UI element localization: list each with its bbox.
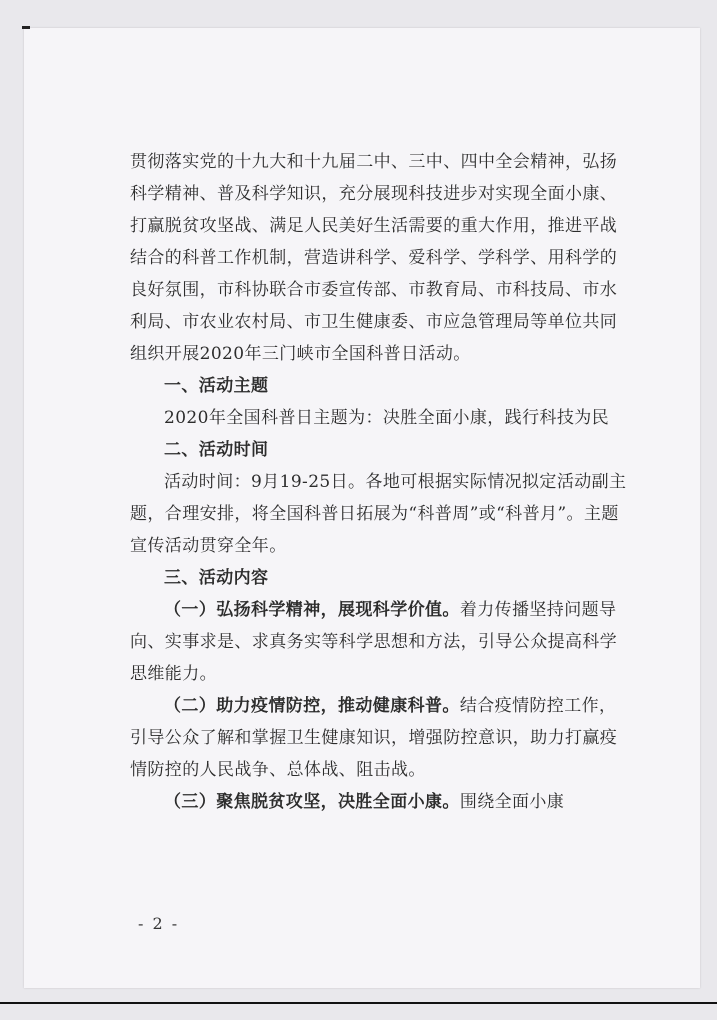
content-item-2-title: （二）助力疫情防控，推动健康科普。 — [164, 696, 460, 716]
section-heading-content: 三、活动内容 — [164, 568, 269, 588]
section-heading-theme: 一、活动主题 — [164, 376, 269, 396]
content-item-1 — [130, 594, 630, 690]
content-item-3-text: 围绕全面小康 — [459, 792, 565, 812]
bottom-rule — [0, 1002, 717, 1004]
content-item-1-title: （一）弘扬科学精神，展现科学价值。 — [164, 600, 460, 620]
content-item-1-text: 着力传播坚持问题导向、实事求是、求真务实等科学思想和方法，引导公众提高科学思维能力。 — [130, 600, 618, 684]
theme-paragraph: 2020年全国科普日主题为：决胜全面小康，践行科技为民 — [164, 408, 610, 428]
content-item-3-title: （三）聚焦脱贫攻坚，决胜全面小康。 — [164, 792, 460, 812]
intro-paragraph: 贯彻落实党的十九大和十九届二中、三中、四中全会精神，弘扬科学精神、普及科学知识，充分展现科技进步对实现全面小康、打赢脱贫攻坚战、满足人民美好生活需要的重大作用，推进平战结合的科普工作机制，营造讲科学、爱科学、学科学、用科学的良好氛围，市科协联合市委宣传部、市教育局、市科技局、市水利局、市农业农村局、市卫生健康委、市应急管理局等单位共同组织开展2020年三门峡市全国科普日活动。 — [130, 152, 618, 364]
section-heading-time: 二、活动时间 — [164, 440, 269, 460]
content-item-2 — [130, 690, 630, 786]
scan-corner-mark — [22, 26, 30, 29]
content-item-3 — [130, 786, 630, 818]
content-item-2-text: 结合疫情防控工作，引导公众了解和掌握卫生健康知识，增强防控意识，助力打赢疫情防控的人民战争、总体战、阻击战。 — [130, 696, 618, 780]
time-paragraph: 活动时间：9月19-25日。各地可根据实际情况拟定活动副主题，合理安排，将全国科普日拓展为“科普周”或“科普月”。主题宣传活动贯穿全年。 — [130, 472, 627, 556]
document-body — [130, 146, 630, 818]
page-number: - 2 - — [138, 914, 180, 933]
